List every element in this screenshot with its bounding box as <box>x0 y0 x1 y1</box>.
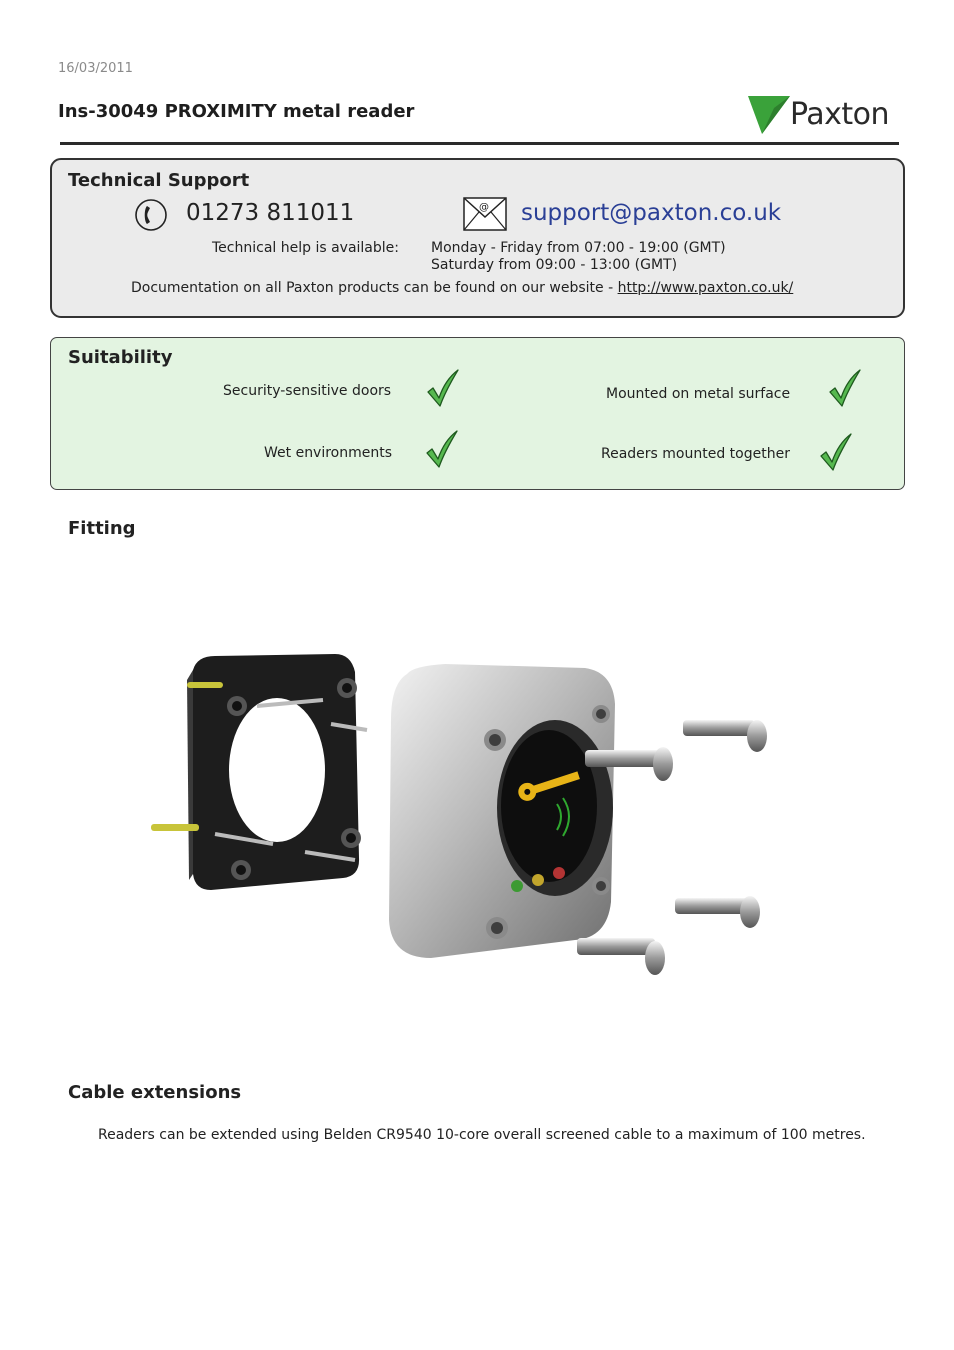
svg-text:@: @ <box>479 202 489 213</box>
support-email-link[interactable]: support@paxton.co.uk <box>521 200 782 226</box>
suitability-panel <box>50 337 905 490</box>
checkmark-icon <box>827 368 863 408</box>
suitability-heading: Suitability <box>68 347 173 368</box>
cable-extensions-heading: Cable extensions <box>68 1082 242 1103</box>
suitability-item-label: Mounted on metal surface <box>606 386 791 402</box>
cable-extensions-text: Readers can be extended using Belden CR9540 10-core overall screened cable to a maximum of 100 metres. <box>98 1127 866 1143</box>
email-icon <box>463 197 507 231</box>
reader-exploded-view-illustration <box>145 640 785 990</box>
documentation-note <box>131 280 793 296</box>
title-divider <box>60 142 899 145</box>
suitability-item-label: Wet environments <box>264 445 393 461</box>
hours-saturday: Saturday from 09:00 - 13:00 (GMT) <box>431 257 678 273</box>
checkmark-icon <box>424 429 460 469</box>
phone-icon <box>134 198 168 232</box>
suitability-item-label: Readers mounted together <box>601 446 790 462</box>
hours-weekday: Monday - Friday from 07:00 - 19:00 (GMT) <box>431 240 726 256</box>
logo-text: Paxton <box>790 97 890 132</box>
support-phone-number: 01273 811011 <box>186 200 355 226</box>
checkmark-icon <box>818 432 854 472</box>
fitting-heading: Fitting <box>68 518 136 539</box>
checkmark-icon <box>425 368 461 408</box>
document-date: 16/03/2011 <box>58 61 133 76</box>
technical-support-heading: Technical Support <box>68 170 250 191</box>
document-title: Ins-30049 PROXIMITY metal reader <box>58 101 415 122</box>
suitability-item-label: Security-sensitive doors <box>223 383 392 399</box>
website-link[interactable]: http://www.paxton.co.uk/ <box>617 280 794 296</box>
documentation-text: Documentation on all Paxton products can be found on our website - <box>131 280 618 296</box>
help-availability-label: Technical help is available: <box>212 240 399 256</box>
